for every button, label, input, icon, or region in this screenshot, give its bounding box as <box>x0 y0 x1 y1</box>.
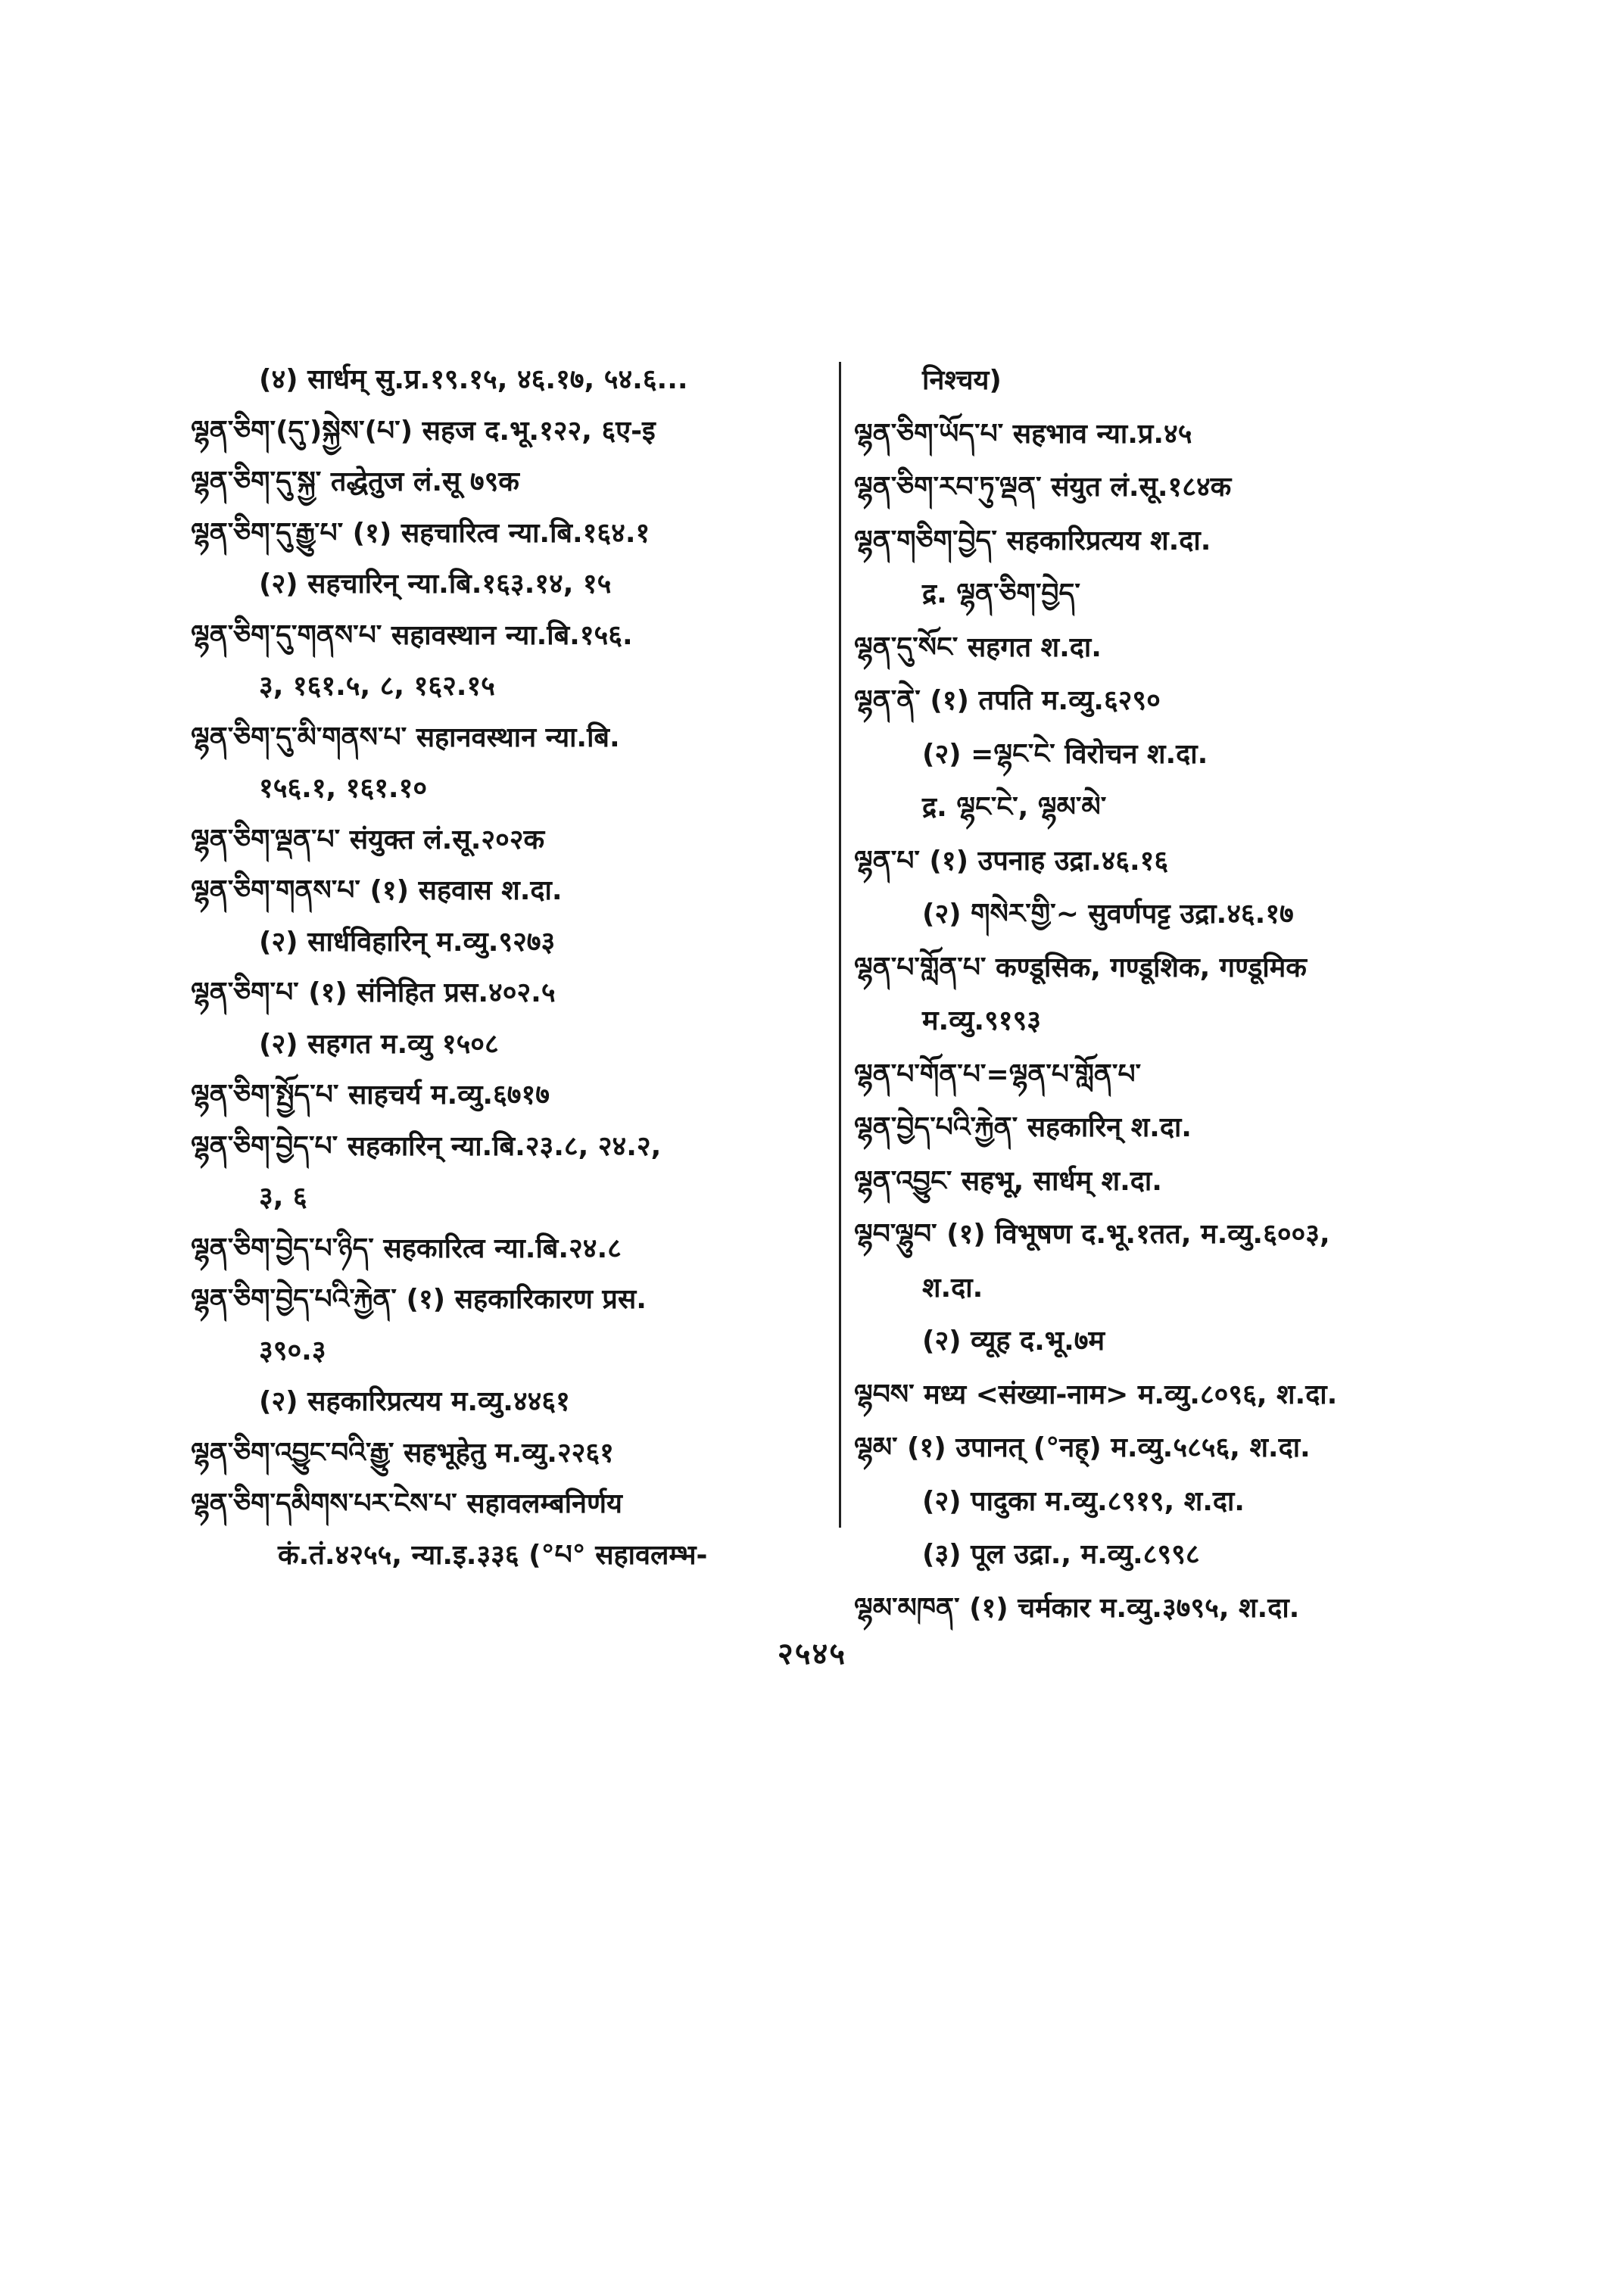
dictionary-entry-line: ལྷན་ཅིག་འབྱུང་བའི་རྒྱུ་ सहभूहेतु म.व्यु.२२६१ <box>191 1437 614 1469</box>
dictionary-entry-line: श.दा. <box>922 1272 983 1304</box>
dictionary-entry-line: ལྷན་འབྱུང་ सहभू, सार्धम् श.दा. <box>854 1165 1162 1197</box>
dictionary-entry-line: (४) सार्धम् सु.प्र.१९.१५, ४६.१७, ५४.६... <box>259 364 688 395</box>
right-column <box>854 354 1460 1635</box>
dictionary-entry-line: ལྷན་ཅིག་པ་ (१) संनिहित प्रस.४०२.५ <box>191 977 556 1008</box>
dictionary-entry-line: ལྷན་ཅིག་བྱེད་པའི་རྐྱེན་ (१) सहकारिकारण प्रस. <box>191 1284 647 1315</box>
dictionary-entry-line: १५६.१, १६१.१० <box>259 773 428 804</box>
dictionary-entry-line: ལྷན་ཅིག་ལྡན་པ་ संयुक्त लं.सू.२०२क <box>191 824 545 855</box>
dictionary-entry-line: ལྷན་གཅིག་བྱེད་ सहकारिप्रत्यय श.दा. <box>854 525 1211 556</box>
dictionary-entry-line: (२) सहगत म.व्यु १५०८ <box>259 1028 499 1060</box>
dictionary-entry-line: ལྷན་ཅིག་དུ་མི་གནས་པ་ सहानवस्थान न्या.बि. <box>191 721 620 753</box>
column-divider <box>839 362 841 1528</box>
left-column <box>191 354 842 1581</box>
dictionary-entry-line: ३९०.३ <box>259 1335 326 1366</box>
dictionary-entry-line: ལྷན་པ་ (१) उपनाह उद्रा.४६.१६ <box>854 845 1169 877</box>
dictionary-entry-line: निश्चय) <box>922 365 1002 396</box>
dictionary-entry-line: ལྷན་ནེ་ (१) तपति म.व्यु.६२९० <box>854 685 1161 716</box>
dictionary-entry-line: ལྷམ་ (१) उपानत् (°नह्) म.व्यु.५८५६, श.दा. <box>854 1432 1311 1463</box>
dictionary-entry-line: ལྷན་ཅིག་དམིགས་པར་ངེས་པ་ सहावलम्बनिर्णय <box>191 1488 622 1519</box>
dictionary-entry-line: द्र. ལྷན་ཅིག་བྱེད་ <box>922 578 1080 609</box>
dictionary-entry-line: ३, ६ <box>259 1182 307 1213</box>
dictionary-entry-line: (२) सहचारिन् न्या.बि.१६३.१४, १५ <box>259 569 612 600</box>
dictionary-entry-line: ལྷན་ཅིག་བྱེད་པ་ सहकारिन् न्या.बि.२३.८, २४.२, <box>191 1130 662 1162</box>
dictionary-entry-line: ལྷན་བྱེད་པའི་རྐྱེན་ सहकारिन् श.दा. <box>854 1112 1192 1143</box>
dictionary-entry-line: ལྷམ་མཁན་ (१) चर्मकार म.व्यु.३७९५, श.दा. <box>854 1592 1300 1624</box>
dictionary-entry-line: ལྷན་ཅིག་དུ་རྒྱུ་པ་ (१) सहचारित्व न्या.बि.१६४.१ <box>191 517 650 549</box>
dictionary-entry-line: ལྷན་ཅིག་ཡོད་པ་ सहभाव न्या.प्र.४५ <box>854 418 1192 450</box>
dictionary-entry-line: (२) पादुका म.व्यु.८९१९, श.दा. <box>922 1485 1245 1517</box>
dictionary-entry-line: (२) व्यूह द.भू.७म <box>922 1326 1105 1357</box>
dictionary-entry-line: ལྷན་ཅིག་གནས་པ་ (१) सहवास श.दा. <box>191 875 563 906</box>
dictionary-entry-line: ལྷན་དུ་སོང་ सहगत श.दा. <box>854 631 1102 663</box>
dictionary-entry-line: ལྷབ་ལྷུབ་ (१) विभूषण द.भू.१तत, म.व्यु.६००३, <box>854 1219 1330 1250</box>
dictionary-entry-line: (२) གསེར་གྱི་~ सुवर्णपट्ट उद्रा.४६.१७ <box>922 899 1294 930</box>
dictionary-entry-line: (३) पूल उद्रा., म.व्यु.८९९८ <box>922 1539 1200 1570</box>
dictionary-entry-line: ལྷན་ཅིག་རབ་ཏུ་ལྡན་ संयुत लं.सू.१८४क <box>854 472 1232 503</box>
dictionary-entry-line: (२) सार्धविहारिन् म.व्यु.९२७३ <box>259 926 556 958</box>
dictionary-entry-line: ལྷན་ཅིག་བྱེད་པ་ཉིད་ सहकारित्व न्या.बि.२४.८ <box>191 1232 622 1264</box>
dictionary-entry-line: ३, १६१.५, ८, १६२.१५ <box>259 671 495 702</box>
dictionary-entry-line: (२) =ལྷང་ངེ་ विरोचन श.दा. <box>922 738 1208 770</box>
dictionary-entry-line: ལྷན་ཅིག་སྤྱོད་པ་ साहचर्य म.व्यु.६७१७ <box>191 1080 550 1111</box>
dictionary-entry-line: ལྷབས་ मध्य <संख्या-नाम> म.व्यु.८०९६, श.दा. <box>854 1379 1338 1410</box>
dictionary-entry-line: कं.तं.४२५५, न्या.इ.३३६ (°པ° सहावलम्भ- <box>278 1539 708 1571</box>
dictionary-entry-line: ལྷན་ཅིག་དུ་སྐྱ་ तद्धेतुज लं.सू ७९क <box>191 466 519 497</box>
dictionary-entry-line: ལྷན་པ་གོན་པ་=ལྷན་པ་གློན་པ་ <box>854 1058 1142 1090</box>
dictionary-entry-line: द्र. ལྷང་ངེ་, ལྷམ་མེ་ <box>922 792 1107 823</box>
dictionary-entry-line: म.व्यु.९१९३ <box>922 1005 1041 1036</box>
dictionary-entry-line: (२) सहकारिप्रत्यय म.व्यु.४४६१ <box>259 1386 570 1417</box>
page-number: २५४५ <box>777 1637 847 1671</box>
dictionary-entry-line: ལྷན་ཅིག་(དུ་)སྐྱེས་(པ་) सहज द.भू.१२२, ६ए-इ <box>191 415 656 447</box>
dictionary-entry-line: ལྷན་པ་གློན་པ་ कण्डूसिक, गण्डूशिक, गण्डूमिक <box>854 952 1307 983</box>
dictionary-entry-line: ལྷན་ཅིག་དུ་གནས་པ་ सहावस्थान न्या.बि.१५६. <box>191 619 633 651</box>
